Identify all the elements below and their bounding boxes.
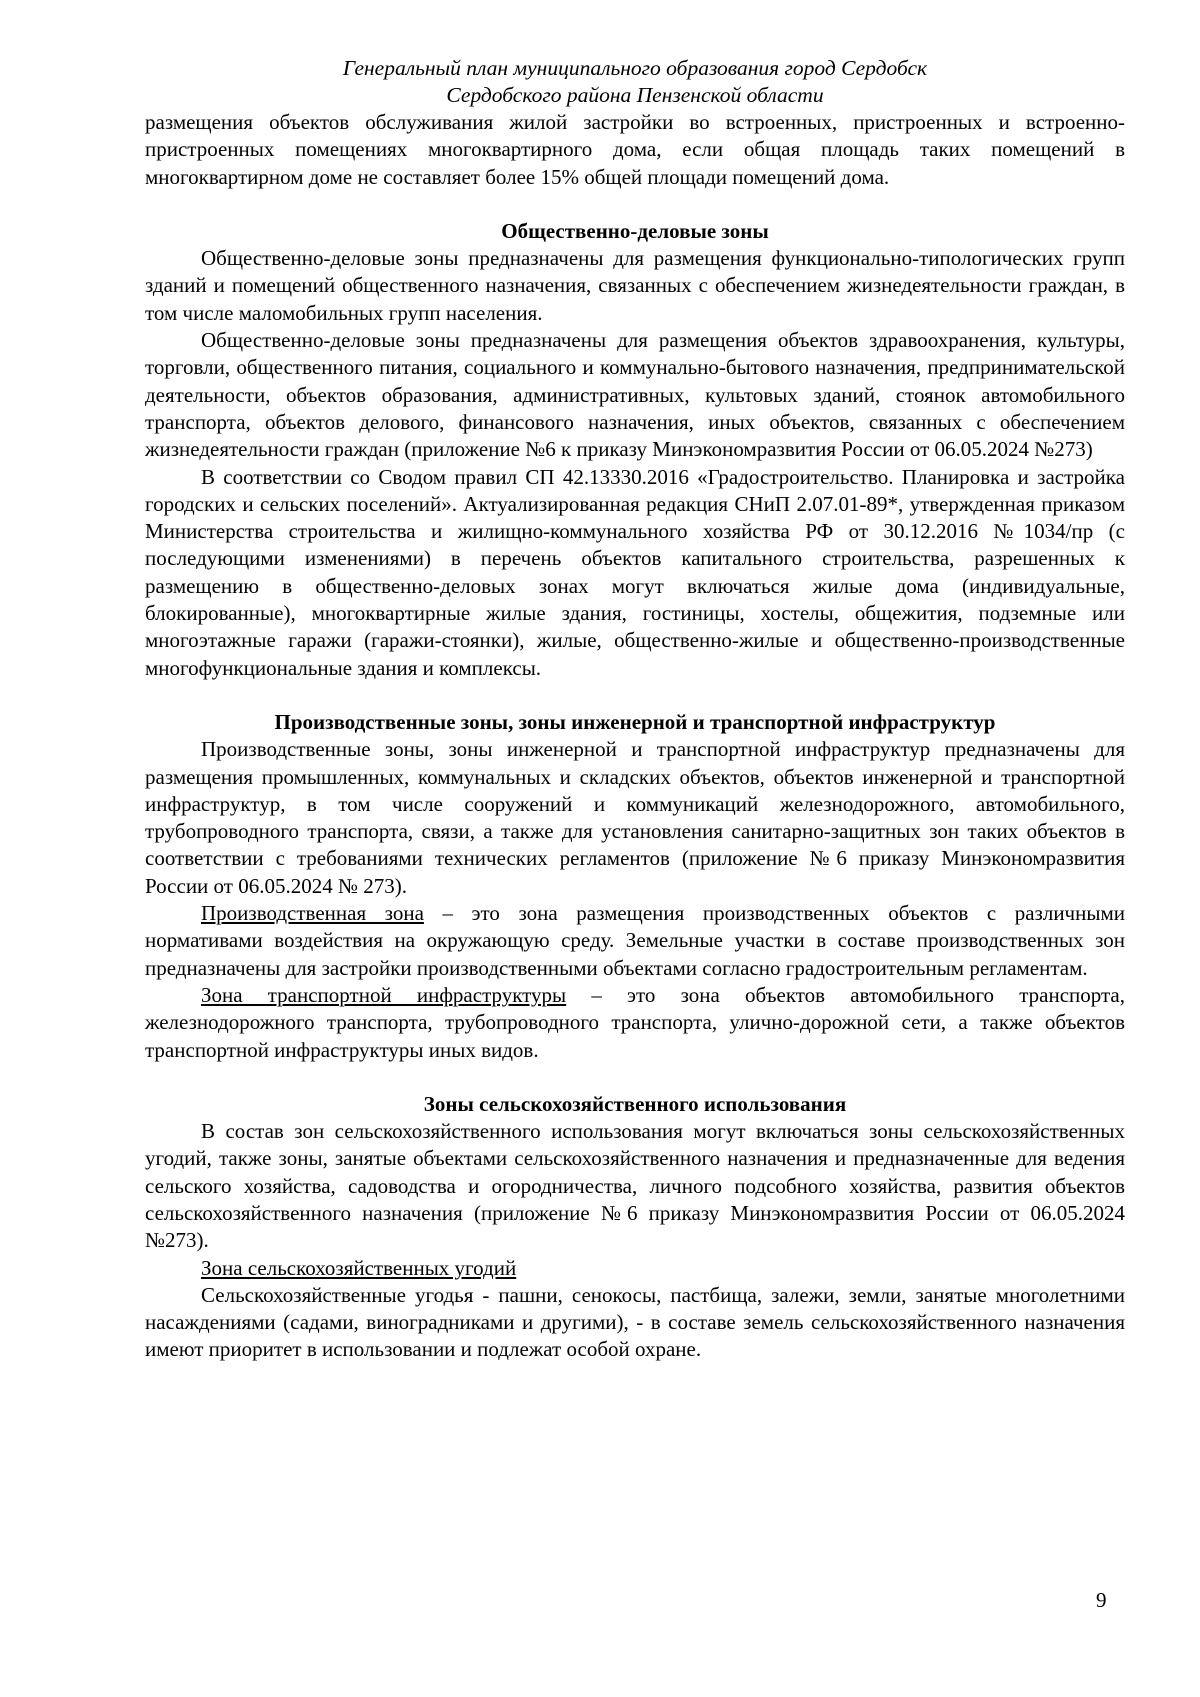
paragraph [145, 900, 1125, 982]
page-number: 9 [1096, 1588, 1107, 1612]
header-line-1: Генеральный план муниципального образования город Сердобск [342, 56, 928, 80]
section-title-agricultural: Зоны сельскохозяйственного использования [423, 1091, 847, 1116]
intro-paragraph: размещения объектов обслуживания жилой застройки во встроенных, пристроенных и встроенно-пристроенных помещениях многоквартирного дома, если общая площадь таких помещений в многоквартирном доме не составляет более 15% общей площади помещений дома. [145, 110, 1125, 189]
term-definition: – это зона объектов автомобильного транспорта, железнодорожного транспорта, трубопроводного транспорта, улично-дорожной сети, а также объектов транспортной инфраструктуры иных видов. [145, 982, 1125, 1062]
term-transport-zone: Зона транспортной инфраструктуры [201, 982, 567, 1007]
term-definition: – это зона размещения производственных объектов с различными нормативами воздействия на окружающую среду. Земельные участки в составе производственных зон предназначены для застройки производственными объектами согласно градостроительным регламентам. [145, 901, 1125, 980]
header-line-2: Сердобского района Пензенской области [446, 83, 824, 107]
section-title-public-business: Общественно-деловые зоны [501, 218, 769, 243]
paragraph: В состав зон сельскохозяйственного использования могут включаться зоны сельскохозяйственных угодий, также зоны, занятые объектами сельскохозяйственного назначения и предназначенные для ведения сельского хозяйства, садоводства и огородничества, личного подсобного хозяйства, развития объектов сельскохозяйственного назначения (приложение №6 приказу Минэкономразвития России от 06.05.2024 №273). [145, 1119, 1125, 1253]
paragraph [145, 982, 1125, 1064]
document-page [145, 55, 1125, 1364]
term-industrial-zone: Производственная зона [201, 901, 424, 926]
subheading-agricultural-land: Зона сельскохозяйственных угодий [201, 1255, 517, 1280]
paragraph [145, 1255, 1125, 1282]
paragraph: Общественно-деловые зоны предназначены для размещения функционально-типологических групп зданий и помещений общественного назначения, связанных с обеспечением жизнедеятельности граждан, в том числе маломобильных групп населения. [145, 246, 1125, 325]
running-header [145, 55, 1125, 109]
paragraph: Производственные зоны, зоны инженерной и транспортной инфраструктур предназначены для размещения промышленных, коммунальных и складских объектов, объектов инженерной и транспортной инфраструктур, в том числе сооружений и коммуникаций железнодорожного, автомобильного, трубопроводного транспорта, связи, а также для установления санитарно-защитных зон таких объектов в соответствии с требованиями технических регламентов (приложение №6 приказу Минэкономразвития России от 06.05.2024 № 273). [145, 737, 1125, 898]
paragraph: Общественно-деловые зоны предназначены для размещения объектов здравоохранения, культуры, торговли, общественного питания, социального и коммунально-бытового назначения, предпринимательской деятельности, объектов образования, административных, культовых зданий, стоянок автомобильного транспорта, объектов делового, финансового назначения, иных объектов, связанных с обеспечением жизнедеятельности граждан (приложение №6 к приказу Минэкономразвития России от 06.05.2024 №273) [145, 328, 1125, 462]
paragraph: Сельскохозяйственные угодья - пашни, сенокосы, пастбища, залежи, земли, занятые многолетними насаждениями (садами, виноградниками и другими), - в составе земель сельскохозяйственного назначения имеют приоритет в использовании и подлежат особой охране. [145, 1282, 1125, 1362]
section-title-industrial: Производственные зоны, зоны инженерной и транспортной инфраструктур [274, 709, 996, 734]
paragraph: В соответствии со Сводом правил СП 42.13330.2016 «Градостроительство. Планировка и застройка городских и сельских поселений». Актуализированная редакция СНиП 2.07.01-89*, утвержденная приказом Министерства строительства и жилищно-коммунального хозяйства РФ от 30.12.2016 №1034/пр (с последующими изменениями) в перечень объектов капитального строительства, разрешенных к размещению в общественно-деловых зонах могут включаться жилые дома (индивидуальные, блокированные), многоквартирные жилые здания, гостиницы, хостелы, общежития, подземные или многоэтажные гаражи (гаражи-стоянки), жилые, общественно-жилые и общественно-производственные многофункциональные здания и комплексы. [145, 464, 1125, 680]
